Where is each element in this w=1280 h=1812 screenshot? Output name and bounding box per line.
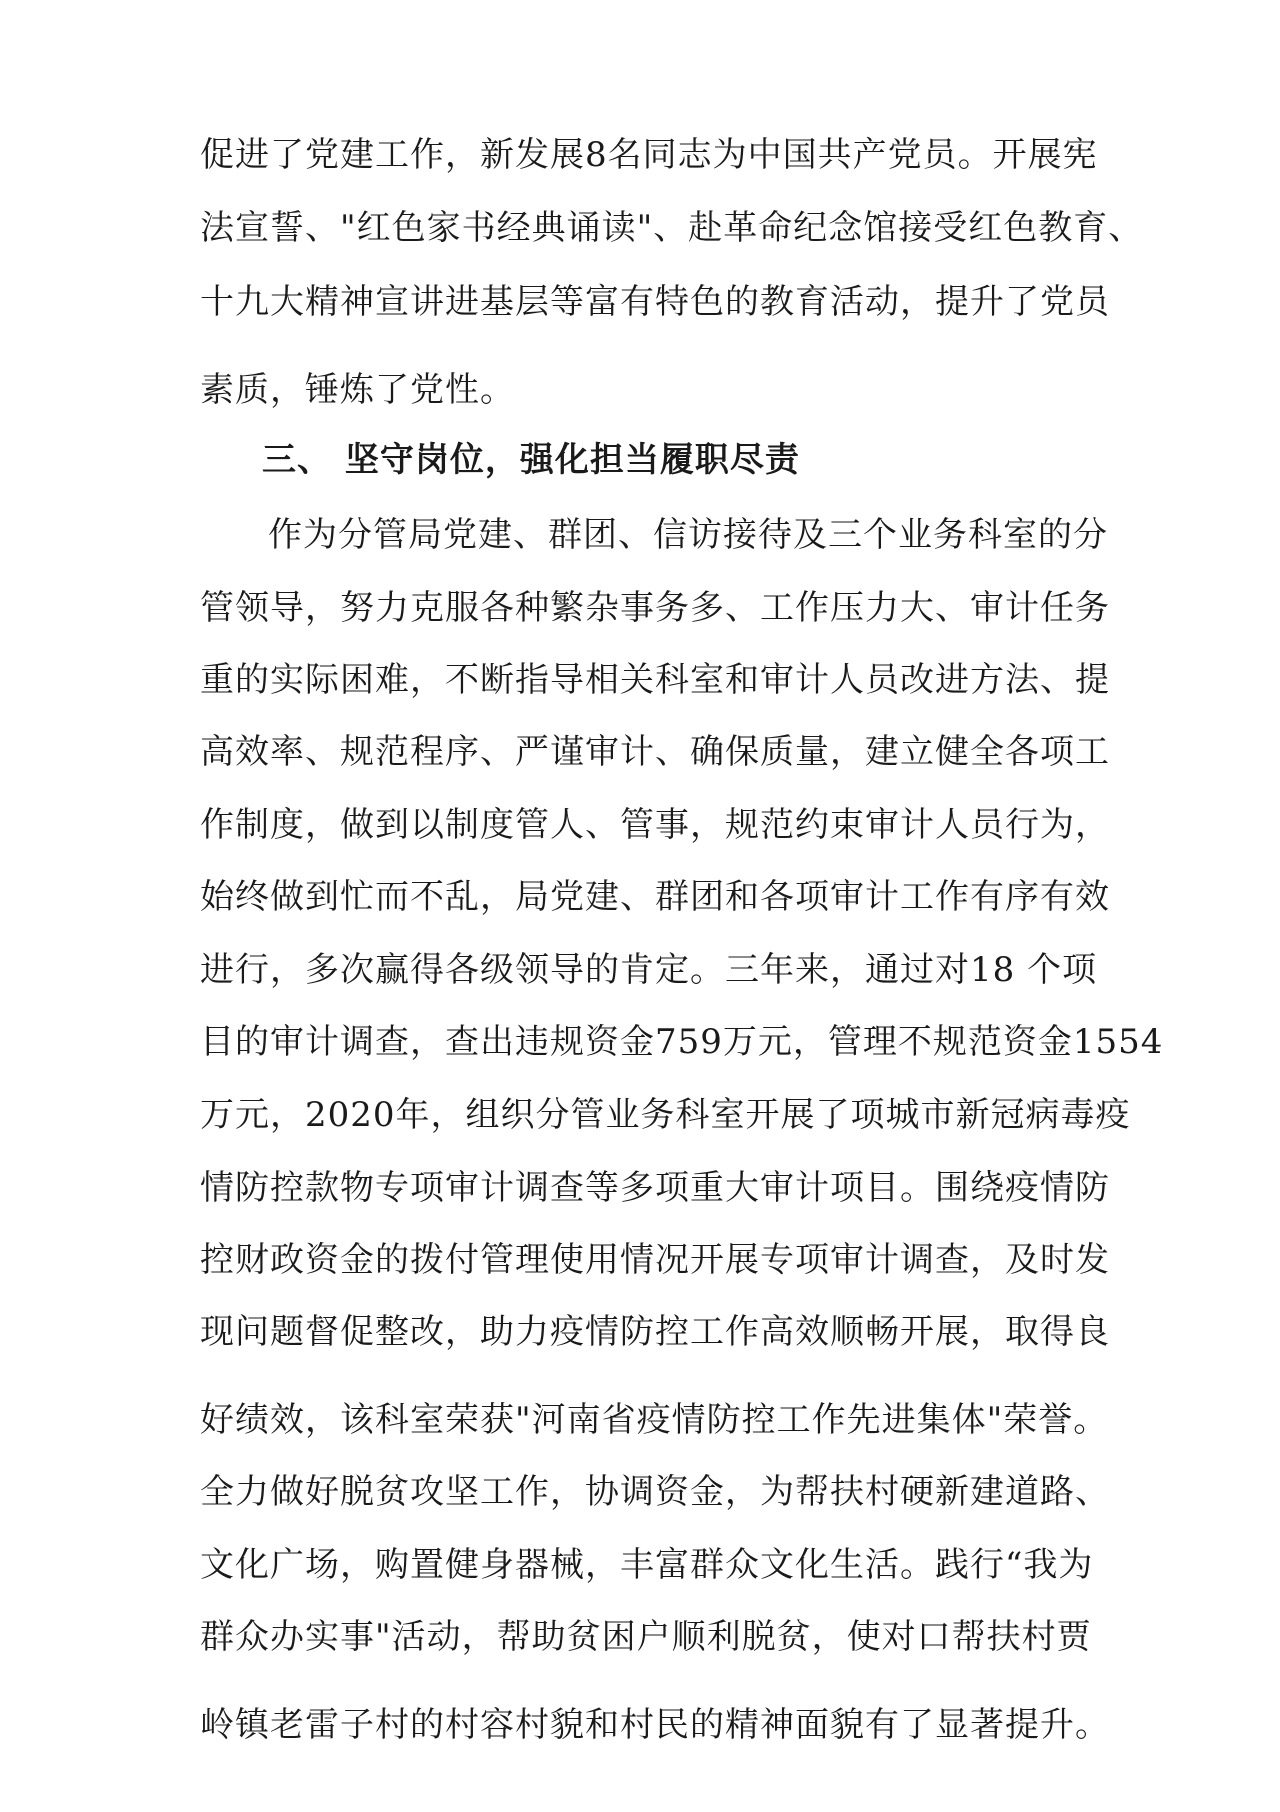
paragraph-line: 始终做到忙而不乱，局党建、群团和各项审计工作有序有效: [200, 877, 1110, 917]
paragraph-line: 促进了党建工作，新发展8名同志为中国共产党员。开展宪: [200, 135, 1098, 175]
paragraph-line: 管领导，努力克服各种繁杂事务多、工作压力大、审计任务: [200, 588, 1110, 628]
paragraph-line: 十九大精神宣讲进基层等富有特色的教育活动，提升了党员: [200, 282, 1110, 322]
paragraph-line: 重的实际困难，不断指导相关科室和审计人员改进方法、提: [200, 660, 1110, 700]
paragraph-line: 文化广场，购置健身器械，丰富群众文化生活。践行“我为: [200, 1545, 1094, 1585]
paragraph-line: 好绩效，该科室荣获"河南省疫情防控工作先进集体"荣誉。: [200, 1400, 1109, 1440]
paragraph-line: 作制度，做到以制度管人、管事，规范约束审计人员行为，: [200, 805, 1110, 845]
paragraph-line: 作为分管局党建、群团、信访接待及三个业务科室的分: [268, 515, 1108, 555]
paragraph-line: 目的审计调查，查出违规资金759万元，管理不规范资金1554: [200, 1022, 1164, 1062]
section-heading: 三、 坚守岗位，强化担当履职尽责: [262, 440, 800, 480]
paragraph-line: 进行，多次赢得各级领导的肯定。三年来，通过对18 个项: [200, 950, 1098, 990]
paragraph-line: 群众办实事"活动，帮助贫困户顺利脱贫，使对口帮扶村贾: [200, 1617, 1092, 1657]
paragraph-line: 岭镇老雷子村的村容村貌和村民的精神面貌有了显著提升。: [200, 1705, 1110, 1745]
paragraph-line: 控财政资金的拨付管理使用情况开展专项审计调查，及时发: [200, 1240, 1110, 1280]
paragraph-line: 高效率、规范程序、严谨审计、确保质量，建立健全各项工: [200, 732, 1110, 772]
paragraph-line: 万元，2020年，组织分管业务科室开展了项城市新冠病毒疫: [200, 1095, 1131, 1135]
paragraph-line: 全力做好脱贫攻坚工作，协调资金，为帮扶村硬新建道路、: [200, 1472, 1110, 1512]
paragraph-line: 情防控款物专项审计调查等多项重大审计项目。围绕疫情防: [200, 1168, 1110, 1208]
paragraph-line: 现问题督促整改，助力疫情防控工作高效顺畅开展，取得良: [200, 1312, 1110, 1352]
paragraph-line: 法宣誓、"红色家书经典诵读"、赴革命纪念馆接受红色教育、: [200, 208, 1144, 248]
paragraph-line: 素质，锤炼了党性。: [200, 370, 515, 410]
